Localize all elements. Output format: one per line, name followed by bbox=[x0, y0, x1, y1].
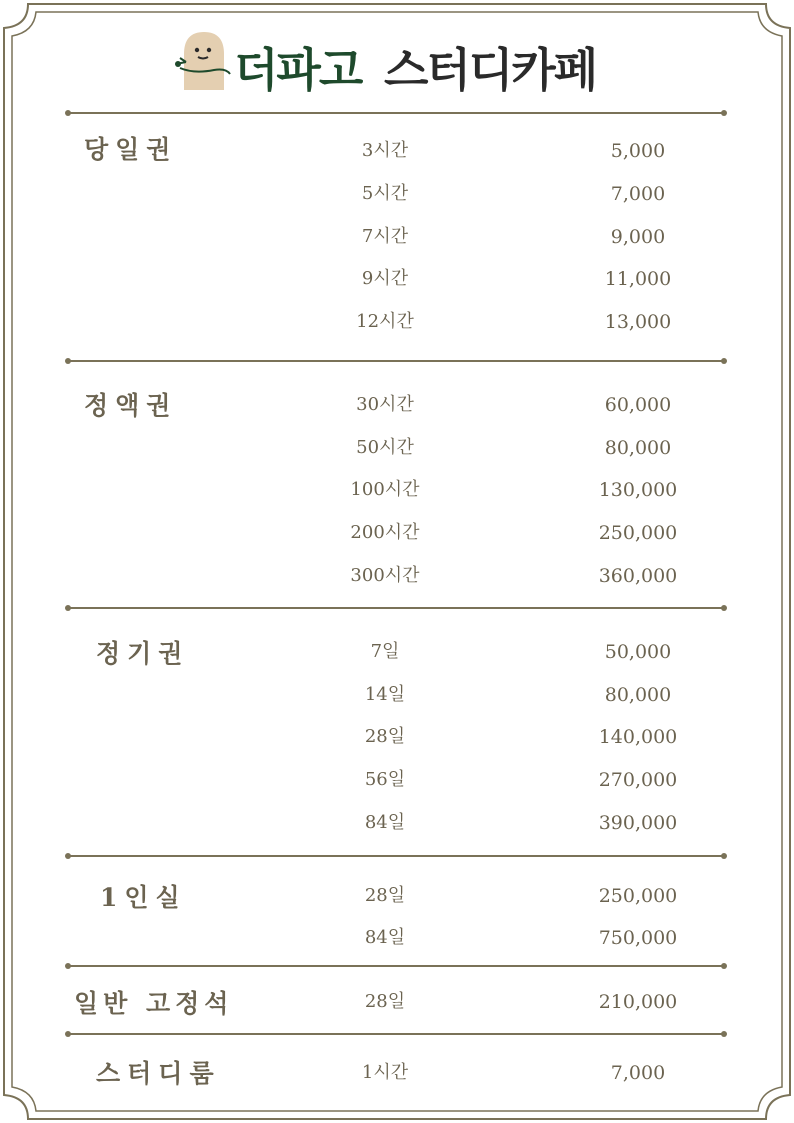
divider bbox=[68, 607, 724, 609]
divider bbox=[68, 360, 724, 362]
price-value: 140,000 bbox=[598, 726, 678, 748]
duration-label: 12시간 bbox=[356, 311, 414, 332]
divider bbox=[68, 855, 724, 857]
logo-text-part2: 스터디카페 bbox=[384, 43, 597, 97]
price-row bbox=[0, 307, 794, 337]
price-value: 11,000 bbox=[604, 268, 672, 290]
duration-label: 100시간 bbox=[350, 479, 420, 500]
price-row bbox=[0, 475, 794, 505]
duration-label: 3시간 bbox=[361, 140, 409, 161]
mascot-icon bbox=[174, 28, 236, 92]
duration-label: 84일 bbox=[364, 927, 406, 948]
price-row bbox=[0, 722, 794, 752]
section-title: 1인실 bbox=[100, 883, 187, 912]
price-value: 50,000 bbox=[604, 641, 672, 663]
duration-label: 5시간 bbox=[361, 183, 409, 204]
price-row bbox=[0, 264, 794, 294]
price-value: 9,000 bbox=[610, 226, 666, 248]
price-row bbox=[0, 518, 794, 548]
divider bbox=[68, 965, 724, 967]
duration-label: 1시간 bbox=[361, 1062, 409, 1083]
price-row bbox=[0, 808, 794, 838]
header bbox=[0, 20, 794, 100]
price-value: 60,000 bbox=[604, 394, 672, 416]
price-value: 210,000 bbox=[598, 991, 678, 1013]
duration-label: 56일 bbox=[364, 769, 406, 790]
price-value: 130,000 bbox=[598, 479, 678, 501]
price-row bbox=[0, 765, 794, 795]
price-row bbox=[0, 637, 794, 667]
price-value: 250,000 bbox=[598, 522, 678, 544]
duration-label: 84일 bbox=[364, 812, 406, 833]
logo-text-part1: 더파고 bbox=[234, 43, 362, 97]
price-value: 7,000 bbox=[610, 183, 666, 205]
divider bbox=[68, 112, 724, 114]
price-value: 390,000 bbox=[598, 812, 678, 834]
section-title: 스터디룸 bbox=[96, 1059, 221, 1088]
section-title: 정기권 bbox=[96, 639, 190, 668]
section-title: 일반 고정석 bbox=[74, 989, 234, 1018]
duration-label: 7시간 bbox=[361, 226, 409, 247]
duration-label: 9시간 bbox=[361, 268, 409, 289]
price-row bbox=[0, 923, 794, 953]
duration-label: 28일 bbox=[364, 726, 406, 747]
section-title: 정액권 bbox=[84, 391, 178, 420]
price-value: 250,000 bbox=[598, 885, 678, 907]
price-row bbox=[0, 222, 794, 252]
price-value: 80,000 bbox=[604, 684, 672, 706]
price-row bbox=[0, 561, 794, 591]
price-row bbox=[0, 433, 794, 463]
price-value: 750,000 bbox=[598, 927, 678, 949]
price-row bbox=[0, 1058, 794, 1088]
divider bbox=[68, 1033, 724, 1035]
duration-label: 200시간 bbox=[350, 522, 420, 543]
price-value: 5,000 bbox=[610, 140, 666, 162]
price-row bbox=[0, 179, 794, 209]
price-row bbox=[0, 390, 794, 420]
duration-label: 30시간 bbox=[356, 394, 414, 415]
duration-label: 14일 bbox=[364, 684, 406, 705]
price-row bbox=[0, 680, 794, 710]
price-row bbox=[0, 881, 794, 911]
price-row bbox=[0, 987, 794, 1017]
price-row bbox=[0, 136, 794, 166]
duration-label: 7일 bbox=[370, 641, 400, 662]
price-value: 270,000 bbox=[598, 769, 678, 791]
duration-label: 28일 bbox=[364, 991, 406, 1012]
duration-label: 50시간 bbox=[356, 437, 414, 458]
price-value: 360,000 bbox=[598, 565, 678, 587]
price-value: 7,000 bbox=[610, 1062, 666, 1084]
section-title: 당일권 bbox=[84, 135, 178, 164]
price-value: 13,000 bbox=[604, 311, 672, 333]
duration-label: 300시간 bbox=[350, 565, 420, 586]
price-value: 80,000 bbox=[604, 437, 672, 459]
duration-label: 28일 bbox=[364, 885, 406, 906]
